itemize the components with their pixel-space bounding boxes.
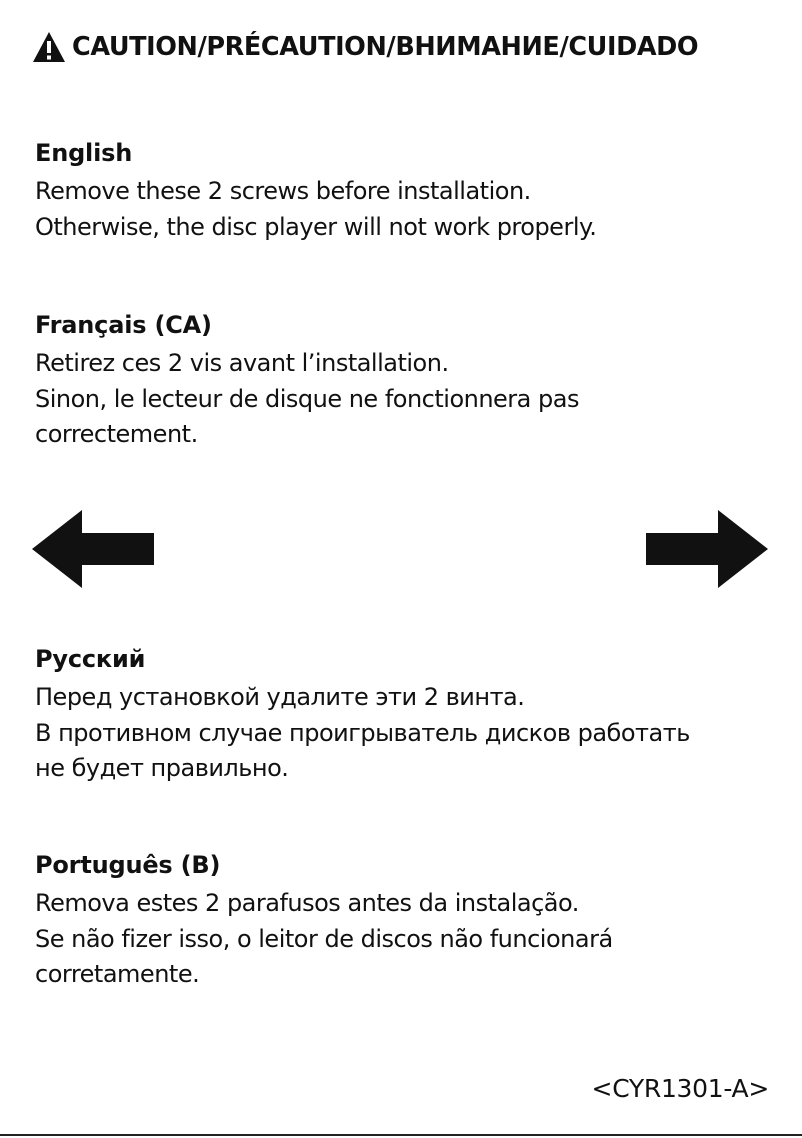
section-body-french — [35, 346, 775, 453]
arrow-right-icon — [646, 510, 768, 588]
text-line: не будет правильно. — [35, 754, 289, 782]
warning-triangle-icon — [32, 31, 66, 63]
text-line: Se não fizer isso, o leitor de discos não funcionará — [35, 924, 613, 953]
section-heading-english: English — [35, 139, 133, 167]
section-heading-french: Français (CA) — [35, 311, 212, 339]
text-line: Перед установкой удалите эти 2 винта. — [35, 683, 525, 711]
text-line: Sinon, le lecteur de disque ne fonctionnera pas — [35, 384, 579, 413]
section-heading-portuguese: Português (B) — [35, 851, 221, 879]
arrow-left-icon — [32, 510, 154, 588]
text-line: Retirez ces 2 vis avant l’installation. — [35, 349, 449, 377]
text-line: Remove these 2 screws before installation. — [35, 177, 531, 205]
section-english — [35, 136, 775, 245]
text-line: Remova estes 2 parafusos antes da instalação. — [35, 889, 579, 917]
bottom-divider — [0, 1134, 802, 1136]
document-code: <CYR1301-A> — [591, 1074, 769, 1103]
caution-header — [32, 27, 698, 67]
text-line: corretamente. — [35, 960, 200, 988]
section-russian — [35, 642, 775, 787]
text-line: В противном случае проигрыватель дисков работать — [35, 718, 690, 747]
section-body-russian — [35, 680, 775, 787]
section-body-english — [35, 174, 775, 245]
section-french — [35, 308, 775, 453]
section-heading-russian: Русский — [35, 645, 146, 673]
section-body-portuguese — [35, 886, 775, 993]
text-line: correctement. — [35, 420, 198, 448]
section-portuguese — [35, 848, 775, 993]
text-line: Otherwise, the disc player will not work properly. — [35, 212, 597, 241]
caution-title: CAUTION/PRÉCAUTION/ВНИМАНИЕ/CUIDADO — [72, 32, 699, 62]
